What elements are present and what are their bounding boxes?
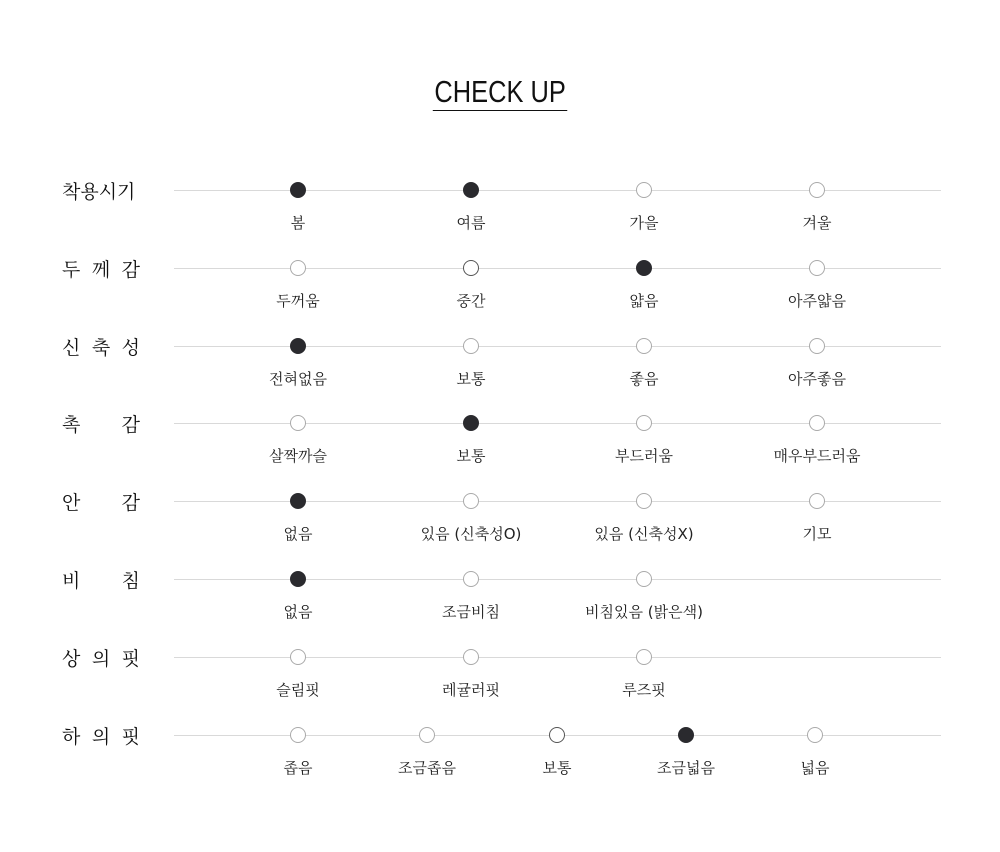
option-label: 매우부드러움 [773,447,861,465]
option-label: 전혀없음 [269,370,327,388]
row-label [62,256,140,280]
row-label-part: 상 [62,647,81,670]
checkup-row [0,336,1000,406]
row-label [62,411,140,435]
row-label-part: 신 [62,336,81,359]
checkup-row [0,258,1000,328]
row-label-part: 감 [121,491,140,514]
row-label-part: 감 [121,258,140,281]
option-radio-selected[interactable] [290,571,306,587]
row-label [62,645,140,669]
row-label-part: 의 [91,725,111,748]
option-radio[interactable] [809,260,825,276]
option-radio[interactable] [290,649,306,665]
row-label [62,178,140,202]
option-radio[interactable] [549,727,565,743]
checkup-row [0,180,1000,250]
row-label [62,567,140,591]
option-label: 조금좁음 [398,759,456,777]
option-radio[interactable] [636,182,652,198]
option-radio[interactable] [463,571,479,587]
option-label: 좁음 [283,759,313,777]
row-label-part: 침 [121,569,140,592]
option-radio[interactable] [809,493,825,509]
option-label: 비침있음 (밝은색) [585,603,703,621]
option-radio[interactable] [636,571,652,587]
option-label: 가을 [629,214,659,232]
row-label-part: 감 [121,413,140,436]
option-label: 루즈핏 [622,681,666,699]
option-radio-selected[interactable] [678,727,694,743]
option-label: 아주좋음 [788,370,846,388]
checkup-row [0,647,1000,717]
checkup-row [0,569,1000,639]
option-radio[interactable] [809,338,825,354]
row-label-part: 성 [121,336,140,359]
option-label: 조금넓음 [657,759,715,777]
option-label: 살짝까슬 [269,447,327,465]
option-label: 좋음 [629,370,659,388]
option-radio[interactable] [419,727,435,743]
option-radio[interactable] [463,493,479,509]
option-label: 두꺼움 [276,292,320,310]
option-label: 슬림핏 [276,681,320,699]
option-label: 겨울 [802,214,832,232]
checkup-row [0,491,1000,561]
checkup-row [0,413,1000,483]
row-label-part: 촉 [62,413,81,436]
row-label-part: 께 [91,258,111,281]
option-label: 레귤러핏 [442,681,500,699]
option-label: 부드러움 [615,447,673,465]
option-radio[interactable] [463,338,479,354]
row-label-part: 의 [91,647,111,670]
row-label [62,723,140,747]
row-label-part: 안 [62,491,81,514]
row-label-part: 축 [91,336,111,359]
option-label: 아주얇음 [788,292,846,310]
option-radio[interactable] [636,338,652,354]
option-label: 있음 (신축성X) [594,525,694,543]
option-radio[interactable] [290,415,306,431]
option-radio[interactable] [809,415,825,431]
option-radio[interactable] [807,727,823,743]
option-radio[interactable] [463,260,479,276]
option-label: 얇음 [629,292,659,310]
option-radio[interactable] [636,493,652,509]
option-radio[interactable] [290,727,306,743]
option-radio-selected[interactable] [290,493,306,509]
option-label: 없음 [283,603,313,621]
option-label: 넓음 [800,759,830,777]
option-radio-selected[interactable] [290,182,306,198]
row-label [62,489,140,513]
checkup-row [0,725,1000,795]
option-radio[interactable] [290,260,306,276]
row-label-part: 착용시기 [62,180,136,203]
option-label: 중간 [456,292,486,310]
option-label: 보통 [456,370,486,388]
option-label: 봄 [290,214,306,232]
option-radio[interactable] [463,649,479,665]
option-radio[interactable] [636,649,652,665]
option-radio[interactable] [636,415,652,431]
option-label: 없음 [283,525,313,543]
option-radio-selected[interactable] [636,260,652,276]
row-label [62,334,140,358]
option-label: 있음 (신축성O) [420,525,522,543]
option-radio-selected[interactable] [290,338,306,354]
page-title-text: CHECK UP [434,74,566,109]
option-label: 보통 [542,759,572,777]
row-label-part: 비 [62,569,81,592]
row-label-part: 핏 [121,725,140,748]
option-radio[interactable] [809,182,825,198]
row-label-part: 핏 [121,647,140,670]
option-radio-selected[interactable] [463,415,479,431]
row-label-part: 두 [62,258,81,281]
option-label: 기모 [802,525,832,543]
option-label: 조금비침 [442,603,500,621]
row-label-part: 하 [62,725,81,748]
option-radio-selected[interactable] [463,182,479,198]
option-label: 보통 [456,447,486,465]
option-label: 여름 [456,214,486,232]
